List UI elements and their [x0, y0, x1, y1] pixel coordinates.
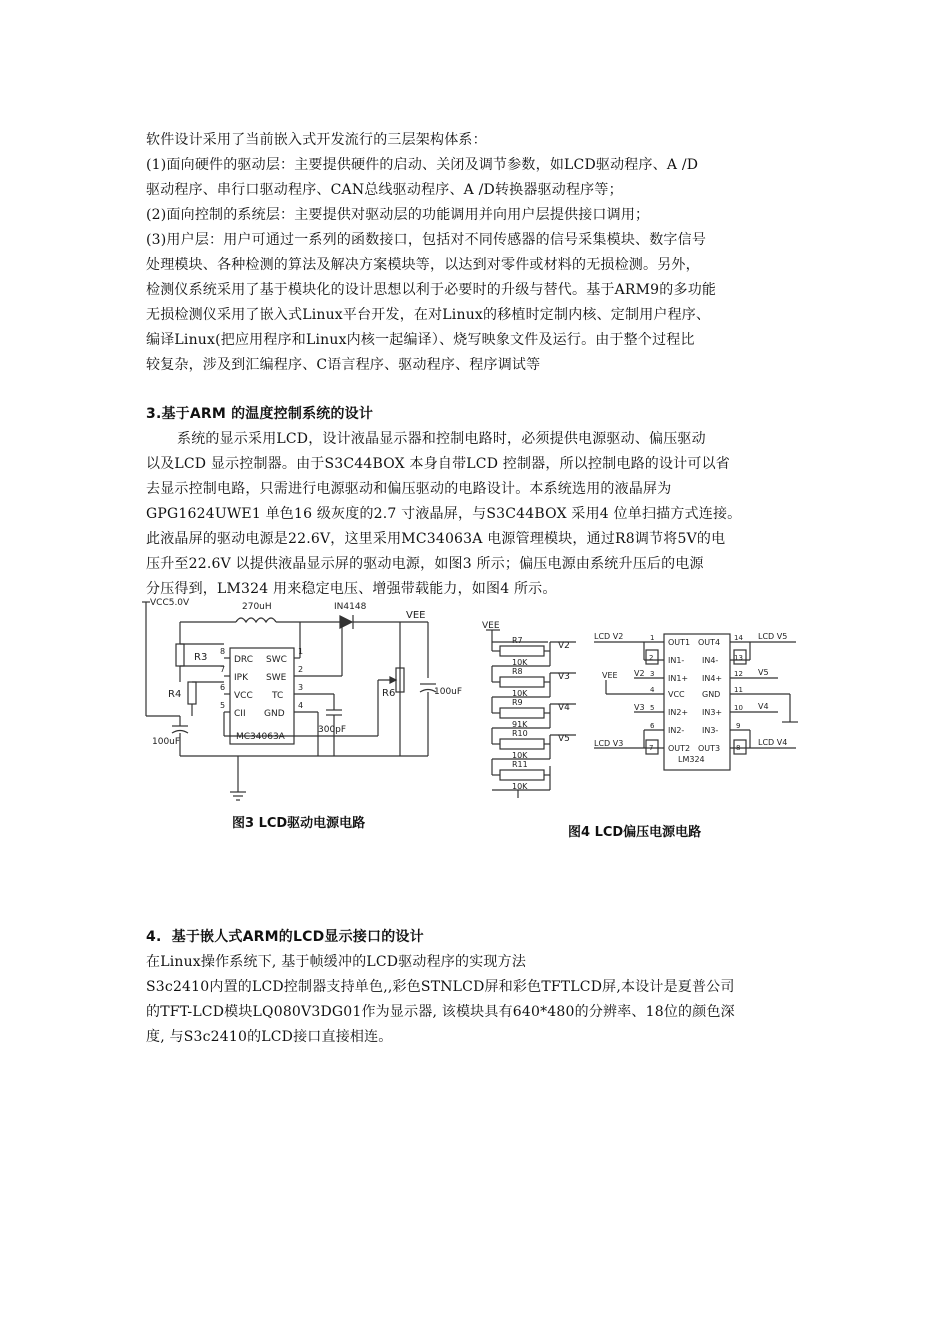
net-label: VEE: [602, 671, 618, 680]
pin-label: IPK: [234, 673, 248, 683]
cap-300pf-label: 300pF: [318, 725, 347, 735]
lm324-label: LM324: [678, 755, 705, 764]
pin-label: GND: [702, 690, 721, 699]
resistor-label: R8: [512, 667, 523, 676]
r6-label: R6: [382, 688, 396, 699]
r3-label: R3: [194, 652, 208, 663]
mc34063-label: MC34063A: [236, 732, 285, 742]
text-line: 的TFT-LCD模块LQ080V3DG01作为显示器, 该模块具有640*480的分辨率、18位的颜色深: [146, 1004, 735, 1020]
pin-label: OUT4: [698, 638, 721, 647]
section4-heading: [146, 925, 424, 950]
pin-number: 3: [650, 670, 655, 678]
pin-number: 4: [650, 686, 655, 694]
figure-4-caption: 图4 LCD偏压电源电路: [568, 825, 702, 840]
pin-label: IN4-: [702, 656, 719, 665]
pin-number: 6: [220, 683, 226, 692]
text-line: 在Linux操作系统下, 基于帧缓冲的LCD驱动程序的实现方法: [146, 954, 527, 970]
resistor-value: 10K: [512, 689, 528, 698]
resistor-value: 10K: [512, 658, 528, 667]
pin-number: 3: [298, 683, 304, 692]
resistor-label: R7: [512, 636, 523, 645]
section3-heading: 3.基于ARM 的温度控制系统的设计: [146, 406, 374, 422]
pin-label: IN1-: [668, 656, 685, 665]
pin-number: 2: [298, 665, 304, 674]
net-label: LCD V5: [758, 632, 788, 641]
cap-left-label: 100uF: [152, 737, 181, 747]
pin-label: IN2-: [668, 726, 685, 735]
output-label: V2: [558, 641, 570, 651]
vcc-label: VCC5.0V: [150, 598, 190, 608]
text-line: (2)面向控制的系统层：主要提供对驱动层的功能调用并向用户层提供接口调用；: [146, 207, 650, 223]
text-line: (1)面向硬件的驱动层：主要提供硬件的启动、关闭及调节参数，如LCD驱动程序、A /D: [146, 157, 699, 173]
pin-number: 13: [734, 654, 743, 662]
text-line: 分压得到，LM324 用来稳定电压、增强带载能力，如图4 所示。: [146, 581, 557, 597]
pin-number: 14: [734, 634, 743, 642]
pin-label: GND: [264, 709, 285, 719]
pin-number: 9: [736, 722, 741, 730]
text-line: 处理模块、各种检测的算法及解决方案模块等，以达到对零件或材料的无损检测。另外，: [146, 257, 700, 273]
resistor-value: 91K: [512, 720, 528, 729]
cap-right-label: 100uF: [434, 687, 463, 697]
vee-label: VEE: [482, 621, 500, 631]
section4-number: 4.: [146, 929, 162, 945]
pin-label: IN1+: [668, 674, 689, 683]
text-line: S3c2410内置的LCD控制器支持单色,,彩色STNLCD屏和彩色TFTLCD屏,本设计是夏普公司: [146, 979, 735, 995]
text-line: 驱动程序、串行口驱动程序、CAN总线驱动程序、A /D转换器驱动程序等；: [146, 182, 623, 198]
pin-number: 7: [220, 665, 226, 674]
figure-3-circuit: [138, 596, 463, 846]
resistor-label: R11: [512, 760, 528, 769]
text-line: 此液晶屏的驱动电源是22.6V，这里采用MC34063A 电源管理模块，通过R8调节将5V的电: [146, 531, 726, 547]
pin-number: 10: [734, 704, 743, 712]
pin-label: IN4+: [702, 674, 723, 683]
pin-label: TC: [272, 691, 284, 701]
output-label: V3: [558, 672, 570, 682]
text-line: 软件设计采用了当前嵌入式开发流行的三层架构体系：: [146, 132, 487, 148]
pin-label: SWE: [266, 673, 287, 683]
pin-label: DRC: [234, 655, 254, 665]
r4-label: R4: [168, 689, 182, 700]
resistor-label: R10: [512, 729, 528, 738]
net-label: V2: [634, 669, 645, 678]
net-label: LCD V4: [758, 738, 788, 747]
pin-number: 5: [220, 701, 226, 710]
text-line: 较复杂，涉及到汇编程序、C语言程序、驱动程序、程序调试等: [146, 357, 541, 373]
diode-label: IN4148: [334, 602, 367, 612]
pin-number: 12: [734, 670, 743, 678]
pin-number: 8: [736, 744, 741, 752]
text-line: 度, 与S3c2410的LCD接口直接相连。: [146, 1029, 393, 1045]
output-label: V4: [558, 703, 570, 713]
vee-label: VEE: [406, 610, 426, 621]
resistor-value: 10K: [512, 782, 528, 791]
pin-label: SWC: [266, 655, 287, 665]
pin-number: 6: [650, 722, 655, 730]
net-label: V3: [634, 703, 645, 712]
text-line: 去显示控制电路，只需进行电源驱动和偏压驱动的电路设计。本系统选用的液晶屏为: [146, 481, 672, 497]
text-line: (3)用户层：用户可通过一系列的函数接口，包括对不同传感器的信号采集模块、数字信号: [146, 232, 707, 248]
pin-number: 11: [734, 686, 743, 694]
figure-4-circuit: [478, 620, 818, 810]
pin-number: 4: [298, 701, 304, 710]
pin-number: 5: [650, 704, 655, 712]
text-line: 以及LCD 显示控制器。由于S3C44BOX 本身自带LCD 控制器，所以控制电路的设计可以省: [146, 456, 730, 472]
pin-label: OUT2: [668, 744, 691, 753]
pin-label: IN2+: [668, 708, 689, 717]
output-label: V5: [558, 734, 570, 744]
pin-label: CII: [234, 709, 246, 719]
net-label: V4: [758, 702, 769, 711]
pin-label: IN3+: [702, 708, 723, 717]
resistor-value: 10K: [512, 751, 528, 760]
text-line: 系统的显示采用LCD，设计液晶显示器和控制电路时，必须提供电源驱动、偏压驱动: [177, 431, 706, 447]
pin-number: 1: [650, 634, 655, 642]
net-label: LCD V3: [594, 739, 624, 748]
text-line: 压升至22.6V 以提供液晶显示屏的驱动电源，如图3 所示；偏压电源由系统升压后的电源: [146, 556, 704, 572]
pin-number: 7: [649, 744, 654, 752]
net-label: LCD V2: [594, 632, 624, 641]
pin-label: OUT1: [668, 638, 691, 647]
pin-number: 8: [220, 647, 226, 656]
section4-title: 基于嵌人式ARM的LCD显示接口的设计: [171, 929, 424, 945]
pin-label: OUT3: [698, 744, 721, 753]
text-line: 编译Linux(把应用程序和Linux内核一起编译）、烧写映象文件及运行。由于整个过程比: [146, 332, 695, 348]
pin-label: IN3-: [702, 726, 719, 735]
pin-label: VCC: [234, 691, 253, 701]
resistor-label: R9: [512, 698, 523, 707]
pin-number: 2: [649, 654, 654, 662]
figure-3-caption: 图3 LCD驱动电源电路: [232, 816, 366, 831]
net-label: V5: [758, 668, 769, 677]
inductor-label: 270uH: [242, 602, 272, 612]
text-line: 无损检测仪采用了嵌入式Linux平台开发，在对Linux的移植时定制内核、定制用户程序、: [146, 307, 711, 323]
pin-label: VCC: [668, 690, 685, 699]
pin-number: 1: [298, 647, 304, 656]
text-line: 检测仪系统采用了基于模块化的设计思想以利于必要时的升级与替代。基于ARM9的多功能: [146, 282, 717, 298]
text-line: GPG1624UWE1 单色16 级灰度的2.7 寸液晶屏，与S3C44BOX 采用4 位单扫描方式连接。: [146, 506, 742, 522]
